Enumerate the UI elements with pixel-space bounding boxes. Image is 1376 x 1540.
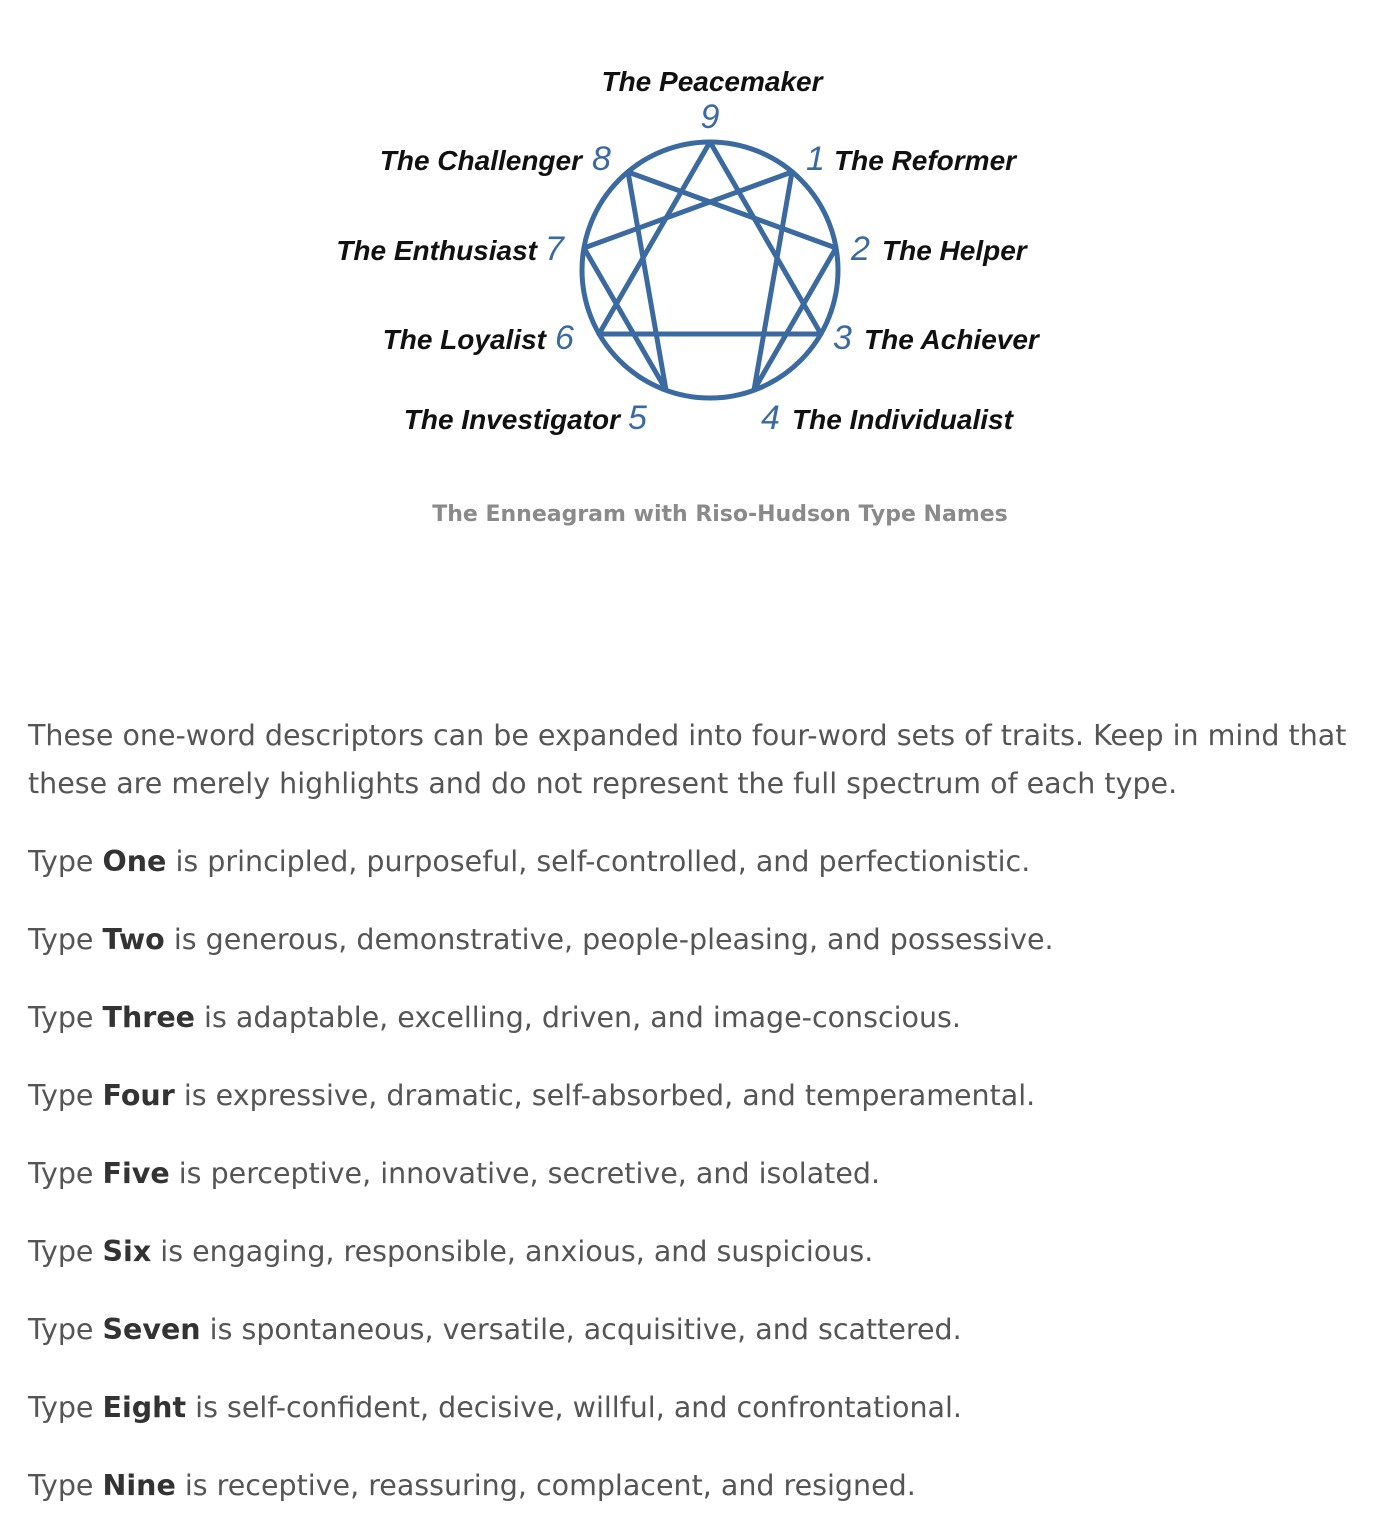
type-description: is engaging, responsible, anxious, and suspicious.	[160, 1235, 874, 1268]
point-9-name: The Peacemaker	[601, 66, 823, 97]
type-description: is generous, demonstrative, people-pleasing, and possessive.	[173, 923, 1054, 956]
type-name: Five	[102, 1157, 170, 1190]
type-prefix: Type	[28, 1157, 94, 1190]
type-name: One	[102, 845, 167, 878]
figure-caption: The Enneagram with Riso-Hudson Type Names	[432, 502, 1008, 527]
type-nine-line	[28, 1462, 1358, 1510]
type-description: is principled, purposeful, self-controlled, and perfectionistic.	[175, 845, 1031, 878]
point-2-number: 2	[851, 230, 870, 268]
type-description: is self-confident, decisive, willful, and confrontational.	[195, 1391, 962, 1424]
enneagram-circle	[582, 142, 838, 398]
type-four-line	[28, 1072, 1358, 1120]
type-prefix: Type	[28, 1391, 94, 1424]
type-prefix: Type	[28, 1313, 94, 1346]
point-8-name: The Challenger	[379, 145, 582, 176]
point-6-name: The Loyalist	[382, 324, 546, 355]
point-9-number: 9	[700, 98, 720, 136]
type-prefix: Type	[28, 845, 94, 878]
intro-line-1: These one-word descriptors can be expanded into four-word sets of traits. Keep in mind that	[28, 719, 1347, 752]
type-six-line	[28, 1228, 1358, 1276]
type-three-line	[28, 994, 1358, 1042]
type-prefix: Type	[28, 1079, 94, 1112]
point-1-number: 1	[806, 140, 825, 178]
point-5-name: The Investigator	[403, 404, 620, 435]
type-description: is receptive, reassuring, complacent, and resigned.	[184, 1469, 916, 1502]
type-description: is spontaneous, versatile, acquisitive, and scattered.	[209, 1313, 962, 1346]
type-prefix: Type	[28, 923, 94, 956]
type-description: is adaptable, excelling, driven, and image-conscious.	[204, 1001, 961, 1034]
type-name: Two	[102, 923, 165, 956]
point-4-name: The Individualist	[792, 404, 1013, 435]
type-prefix: Type	[28, 1469, 94, 1502]
type-one-line	[28, 838, 1358, 886]
enneagram-diagram	[0, 0, 1376, 470]
point-2-name: The Helper	[882, 235, 1027, 266]
type-prefix: Type	[28, 1001, 94, 1034]
type-five-line	[28, 1150, 1358, 1198]
type-two-line	[28, 916, 1358, 964]
type-eight-line	[28, 1384, 1358, 1432]
type-name: Four	[102, 1079, 175, 1112]
type-name: Seven	[102, 1313, 201, 1346]
type-description: is perceptive, innovative, secretive, and isolated.	[178, 1157, 881, 1190]
point-3-name: The Achiever	[864, 324, 1039, 355]
point-7-name: The Enthusiast	[336, 235, 537, 266]
type-description: is expressive, dramatic, self-absorbed, and temperamental.	[183, 1079, 1036, 1112]
point-5-number: 5	[628, 399, 647, 437]
point-4-number: 4	[761, 399, 780, 437]
type-seven-line	[28, 1306, 1358, 1354]
point-7-number: 7	[545, 230, 564, 268]
article-body	[28, 712, 1358, 1540]
point-1-name: The Reformer	[834, 145, 1017, 176]
type-name: Nine	[102, 1469, 176, 1502]
point-8-number: 8	[592, 140, 611, 178]
point-6-number: 6	[555, 319, 574, 357]
enneagram-figure	[0, 0, 1376, 560]
type-prefix: Type	[28, 1235, 94, 1268]
type-name: Eight	[102, 1391, 187, 1424]
type-name: Three	[102, 1001, 195, 1034]
intro-paragraph	[28, 712, 1358, 808]
enneagram-hexad	[584, 172, 836, 390]
point-3-number: 3	[833, 319, 852, 357]
intro-line-2: these are merely highlights and do not represent the full spectrum of each type.	[28, 767, 1178, 800]
type-name: Six	[102, 1235, 152, 1268]
